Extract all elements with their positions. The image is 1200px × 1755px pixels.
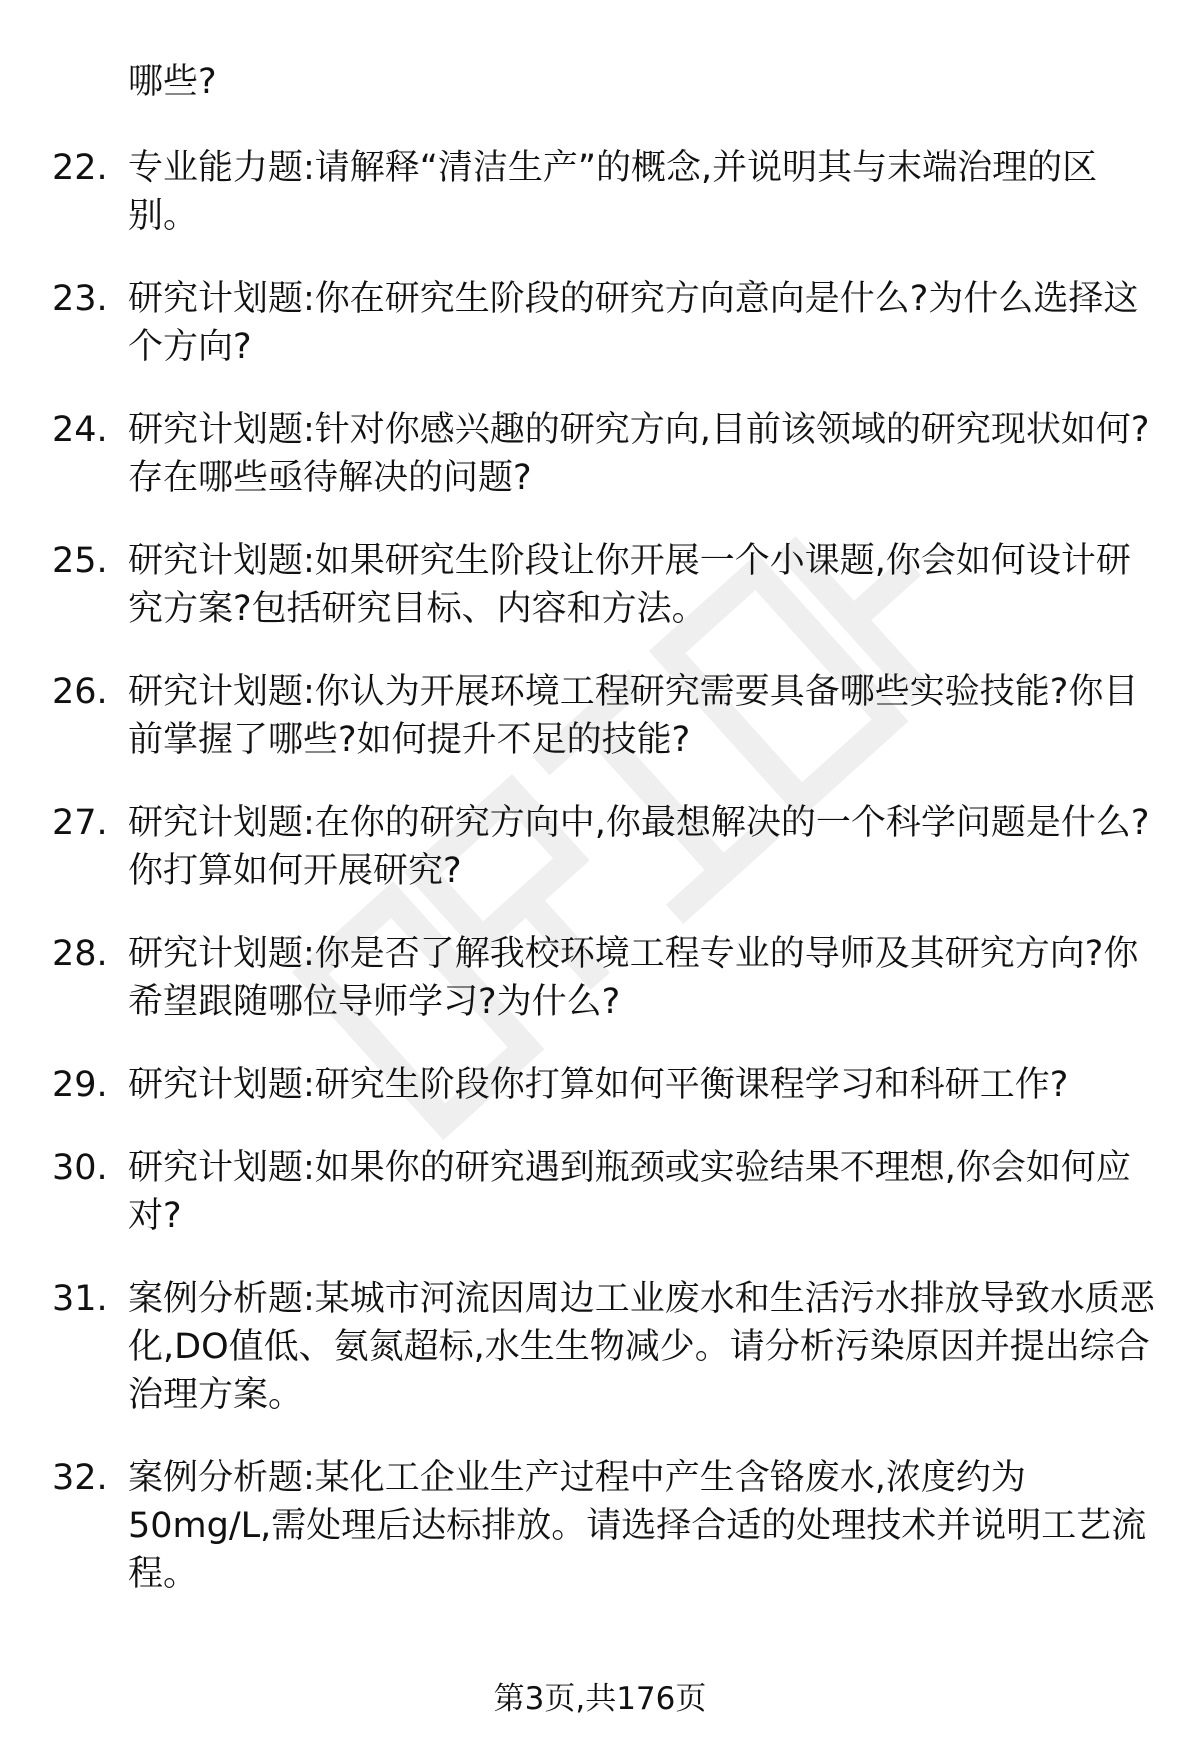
question-item — [0, 537, 1200, 668]
question-number: 27. — [52, 803, 108, 843]
question-item — [0, 1275, 1200, 1454]
question-item — [0, 668, 1200, 799]
question-text: 研究计划题:如果研究生阶段让你开展一个小课题,你会如何设计研究方案?包括研究目标、内容和方法。 — [128, 541, 1131, 629]
question-item — [0, 275, 1200, 406]
question-item — [0, 930, 1200, 1061]
question-number: 22. — [52, 148, 108, 188]
question-text: 研究计划题:你是否了解我校环境工程专业的导师及其研究方向?你希望跟随哪位导师学习?为什么? — [128, 934, 1139, 1022]
question-text: 案例分析题:某城市河流因周边工业废水和生活污水排放导致水质恶化,DO值低、氨氮超标,水生生物减少。请分析污染原因并提出综合治理方案。 — [128, 1279, 1155, 1415]
question-list — [0, 144, 1200, 1633]
question-number: 25. — [52, 541, 108, 581]
question-item — [0, 406, 1200, 537]
question-text: 案例分析题:某化工企业生产过程中产生含铬废水,浓度约为50mg/L,需处理后达标排放。请选择合适的处理技术并说明工艺流程。 — [128, 1458, 1147, 1594]
question-number: 31. — [52, 1279, 108, 1319]
question-number: 26. — [52, 672, 108, 712]
question-text: 研究计划题:针对你感兴趣的研究方向,目前该领域的研究现状如何?存在哪些亟待解决的问题? — [128, 410, 1150, 498]
page-footer: 第3页,共176页 — [493, 1681, 707, 1717]
question-text: 研究计划题:在你的研究方向中,你最想解决的一个科学问题是什么?你打算如何开展研究? — [128, 803, 1150, 891]
question-text: 研究计划题:你在研究生阶段的研究方向意向是什么?为什么选择这个方向? — [128, 279, 1139, 367]
question-item — [0, 1454, 1200, 1633]
question-item — [0, 1144, 1200, 1275]
question-number: 28. — [52, 934, 108, 974]
question-item — [0, 799, 1200, 930]
question-text: 研究计划题:你认为开展环境工程研究需要具备哪些实验技能?你目前掌握了哪些?如何提升不足的技能? — [128, 672, 1139, 760]
question-number: 30. — [52, 1148, 108, 1188]
question-text: 研究计划题:如果你的研究遇到瓶颈或实验结果不理想,你会如何应对? — [128, 1148, 1131, 1236]
question-number: 29. — [52, 1065, 108, 1105]
continuation-text: 哪些? — [128, 62, 217, 102]
question-text: 专业能力题:请解释“清洁生产”的概念,并说明其与末端治理的区别。 — [128, 148, 1098, 236]
question-item — [0, 144, 1200, 275]
question-number: 23. — [52, 279, 108, 319]
question-number: 32. — [52, 1458, 108, 1498]
question-number: 24. — [52, 410, 108, 450]
question-text: 研究计划题:研究生阶段你打算如何平衡课程学习和科研工作? — [128, 1065, 1069, 1105]
question-item — [0, 1061, 1200, 1144]
